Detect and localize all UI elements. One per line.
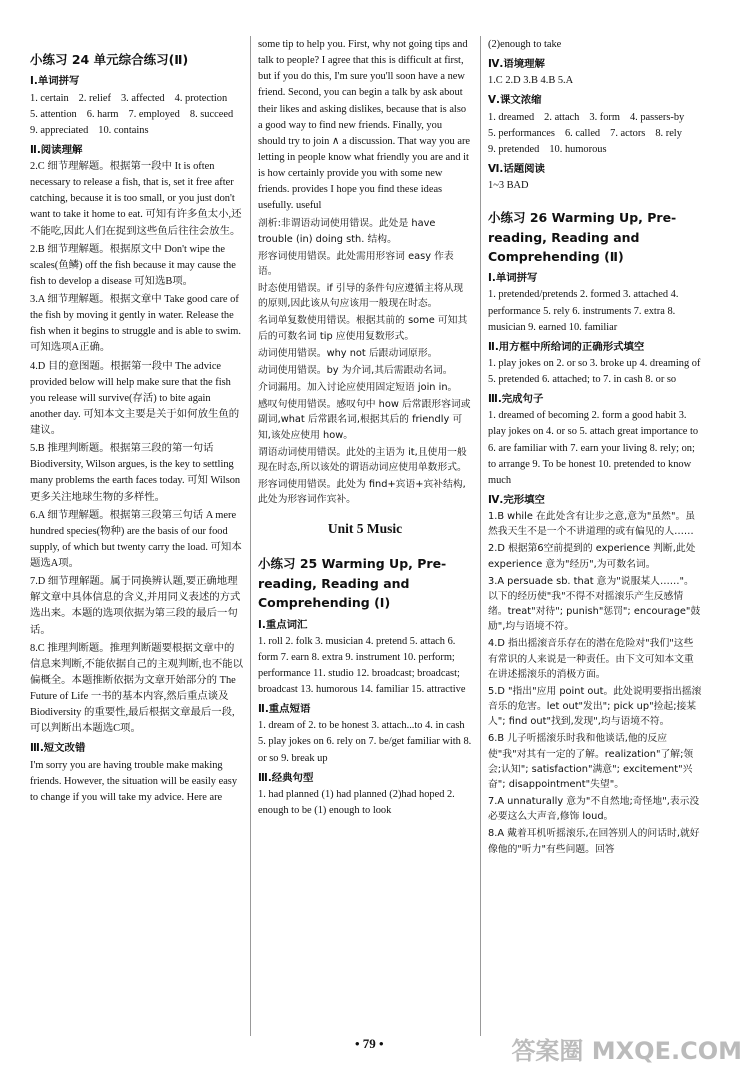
summary-answer: 5. performances xyxy=(488,127,555,139)
word-answer: 4. protection xyxy=(174,92,228,104)
correction-note: 时态使用错误。if 引导的条件句应遵循主将从现的原则,因此该从句应该用一般现在时态。 xyxy=(258,283,464,310)
word-answer: 9. appreciated xyxy=(30,124,89,136)
reading-answer: 6.A 细节理解题。根据第三段第三句话 A mere hundred species(物种) are the basis of our food supply, of which but twenty carry the load. 可知本题选A项。 xyxy=(30,509,242,569)
summary-answer: 7. actors xyxy=(610,127,646,139)
word-answer: 1. certain xyxy=(30,92,69,104)
topic-answers: 1~3 BAD xyxy=(488,180,529,191)
context-answers: 1.C 2.D 3.B 4.B 5.A xyxy=(488,75,574,87)
word-answer: 5. attention xyxy=(30,108,77,120)
word-answer: 6. harm xyxy=(86,108,119,120)
section-heading: Ⅰ.重点词汇 xyxy=(258,618,308,631)
correction-note: 动词使用错误。by 为介词,其后需跟动名词。 xyxy=(258,364,453,376)
reading-answer: 8.C 推理判断题。推理判断题要根据文章中的信息来判断,不能依据自己的主观判断,也不能以偏概全。本题推断依据为文章开始部分的 The Future of Life 一书的基本内容,然后重点谈及 Biodiversity 的重要性,最后根据文章最后一段,可以判断出本题选C项。 xyxy=(30,642,244,735)
summary-answer: 3. form xyxy=(589,111,620,123)
cloze-answer: 7.A unnaturally 意为"不自然地;奇怪地",表示没必要这么大声音,修饰 loud。 xyxy=(488,796,700,823)
reading-answer: 2.C 细节理解题。根据第一段中 It is often necessary to release a fish, that is, set it free after catching, because it is too small, or you just don't want to take it home to eat. 可知有许多鱼太小,还不能吃,因此人们在捉到这些鱼后往往会放生。 xyxy=(30,161,242,237)
correction-note: 形容词使用错误。此处需用形容词 easy 作表语。 xyxy=(258,250,454,277)
reading-answer: 2.B 细节理解题。根据原文中 Don't wipe the scales(鱼鳞) off the fish because it may cause the fish to develop a disease 可知选B项。 xyxy=(30,243,236,287)
correction-note: 介词漏用。加入讨论应使用固定短语 join in。 xyxy=(258,382,458,394)
section-heading: Ⅲ.完成句子 xyxy=(488,393,544,406)
section-heading: Ⅵ.话题阅读 xyxy=(488,162,545,175)
column-divider xyxy=(250,36,251,1036)
essay-correction: I'm sorry you are having trouble make making friends. However, the situation will be easily easy to change if you will take my advice. Here are xyxy=(30,759,238,803)
complete-answers: 1. dreamed of becoming 2. form a good habit 3. play jokes on 4. or so 5. attach great importance to 6. are familiar with 7. earn your living 8. rely; on; to arrange 9. To be honest 10. pretended to know much xyxy=(488,410,699,486)
cloze-answer: 6.B 儿子听摇滚乐时我和他谈话,他的反应使"我"对其有一定的了解。realization"了解;领会;认知"; satisfaction"满意"; excitement"兴奋"; disappointment"失望"。 xyxy=(488,733,694,790)
reading-answer: 7.D 细节理解题。属于同换辨认题,要正确地理解文章中具体信息的含义,并用同义表述的方式选出来。本题的选项依据为第三段的最后一句话。 xyxy=(30,576,241,636)
pattern-answer-continued: (2)enough to take xyxy=(488,39,562,50)
correction-note: 剖析:非谓语动词使用错误。此处是 have trouble (in) doing sth. 结构。 xyxy=(258,218,436,245)
cloze-answer: 2.D 根据第6空前提到的 experience 判断,此处 experience 意为"经历",为可数名词。 xyxy=(488,543,696,570)
summary-answer: 10. humorous xyxy=(549,143,607,155)
column-2 xyxy=(258,36,472,821)
section-heading: Ⅱ.重点短语 xyxy=(258,703,311,716)
cloze-answer: 5.D "指出"应用 point out。此处说明要指出摇滚音乐的危害。let out"发出"; pick up"捡起;接某人"; find out"找到,发现",均与语境不符。 xyxy=(488,685,702,728)
cloze-answer: 3.A persuade sb. that 意为"说服某人……"。以下的经历使"我"不得不对摇滚乐产生反感情绪。treat"对待"; punish"惩罚"; encourage"鼓励",均与语境不符。 xyxy=(488,575,701,633)
summary-answer: 8. rely xyxy=(655,127,682,139)
word-list xyxy=(30,91,244,139)
practice-25-title: 小练习 25 Warming Up, Pre-reading, Reading and Comprehending (Ⅰ) xyxy=(258,556,447,611)
section-heading: Ⅴ.课文浓缩 xyxy=(488,94,542,107)
page-number: • 79 • xyxy=(355,1036,384,1051)
correction-note: 谓语动词使用错误。此处的主语为 it,且使用一般现在时态,所以该处的谓语动词应使用单数形式。 xyxy=(258,446,467,473)
cloze-answer: 4.D 指出摇滚音乐存在的潜在危险对"我们"这些有常识的人来说是一种责任。由下文可知本文重在讲述摇滚乐的消极方面。 xyxy=(488,638,694,680)
phrase-answers: 1. dream of 2. to be honest 3. attach...to 4. in cash 5. play jokes on 6. rely on 7. be/get familiar with 8. or so 9. break up xyxy=(258,720,472,764)
practice-26-title: 小练习 26 Warming Up, Pre-reading, Reading and Comprehending (Ⅱ) xyxy=(488,210,677,264)
correction-note: 名词单复数使用错误。根据其前的 some 可知其后的可数名词 tip 应使用复数形式。 xyxy=(258,315,468,342)
column-1 xyxy=(30,36,244,808)
summary-answer: 4. passers-by xyxy=(629,111,685,123)
spelling-answers: 1. pretended/pretends 2. formed 3. attached 4. performance 5. rely 6. instruments 7. extra 8. musician 9. earned 10. familiar xyxy=(488,289,679,333)
vocab-answers: 1. roll 2. folk 3. musician 4. pretend 5. attach 6. form 7. earn 8. extra 9. instrument 10. perform; performance 11. studio 12. broadcast; broadcast; broadcast 13. humorous 14. familiar 15. attractive xyxy=(258,635,466,696)
section-heading: Ⅲ.经典句型 xyxy=(258,771,314,784)
section-heading: Ⅱ.阅读理解 xyxy=(30,143,83,156)
cloze-answer: 1.B while 在此处含有让步之意,意为"虽然"。虽然我天生不是一个不讲道理的或有偏见的人…… xyxy=(488,511,696,538)
summary-answer: 9. pretended xyxy=(488,143,540,155)
word-answer: 8. succeed xyxy=(189,108,234,120)
unit-title: Unit 5 Music xyxy=(327,521,403,537)
correction-note: 动词使用错误。why not 后跟动词原形。 xyxy=(258,347,438,359)
summary-answer: 2. attach xyxy=(544,111,580,123)
pattern-answers: 1. had planned (1) had planned (2)had hoped 2. enough to be (1) enough to look xyxy=(258,788,455,816)
reading-answer: 5.B 推理判断题。根据第三段的第一句话 Biodiversity, Wilson argues, is the key to settling many problems the earth faces today. 可知 Wilson 更多关注地球生物的多样性。 xyxy=(30,443,241,503)
word-answer: 7. employed xyxy=(128,108,180,120)
reading-answer: 4.D 目的意图题。根据第一段中 The advice provided below will help make sure that the fish you release will survive(存活) to bite again another day. 可知本文主要是关于如何放生鱼的建议。 xyxy=(30,360,240,436)
practice-24-title: 小练习 24 单元综合练习(Ⅱ) xyxy=(30,52,189,67)
section-heading: Ⅰ.单词拼写 xyxy=(30,75,80,88)
word-answer: 10. contains xyxy=(98,124,149,136)
summary-answer: 1. dreamed xyxy=(488,111,535,123)
fill-answers: 1. play jokes on 2. or so 3. broke up 4. dreaming of 5. pretended 6. attached; to 7. in cash 8. or so xyxy=(488,357,701,385)
correction-note: 形容词使用错误。此处为 find+宾语+宾补结构,此处为形容词作宾补。 xyxy=(258,479,466,506)
correction-note: 感叹句使用错误。感叹句中 how 后常跟形容词或副词,what 后常跟名词,根据其后的 friendly 可知,该处应使用 how。 xyxy=(258,399,471,441)
column-divider xyxy=(480,36,481,1036)
watermark-logo: 答案圈 MXQE.COM xyxy=(511,1036,742,1065)
summary-answer: 6. called xyxy=(564,127,601,139)
summary-answers xyxy=(488,110,702,158)
reading-answer: 3.A 细节理解题。根据文章中 Take good care of the fish by moving it gently in water. Release the fish when it begins to struggle and is able to swim. 可知选项A正确。 xyxy=(30,294,241,354)
section-heading: Ⅰ.单词拼写 xyxy=(488,272,538,285)
essay-correction-continued: some tip to help you. First, why not going tips and talk to people? I agree that this is difficult at first, but if you do this, I'm sure you'll soon have a new friend. Second, you can begin a talk by ask about their likes and asking dislikes, because that is also a good way to find new friends. Finally, you should try to join ∧ a discussion. That way you are letting in people know what friendly you are and it is how certainly provide you with some new friends. provides I hope you find these ideas usefully. useful xyxy=(258,39,471,212)
section-heading: Ⅲ.短文改错 xyxy=(30,742,86,755)
section-heading: Ⅱ.用方框中所给词的正确形式填空 xyxy=(488,340,645,353)
section-heading: Ⅳ.语境理解 xyxy=(488,58,545,71)
word-answer: 2. relief xyxy=(78,92,111,104)
word-answer: 3. affected xyxy=(120,92,165,104)
column-3 xyxy=(488,36,702,859)
cloze-answer: 8.A 戴着耳机听摇滚乐,在回答别人的问话时,就好像他的"听力"有些问题。回答 xyxy=(488,828,700,855)
section-heading: Ⅳ.完形填空 xyxy=(488,493,545,506)
